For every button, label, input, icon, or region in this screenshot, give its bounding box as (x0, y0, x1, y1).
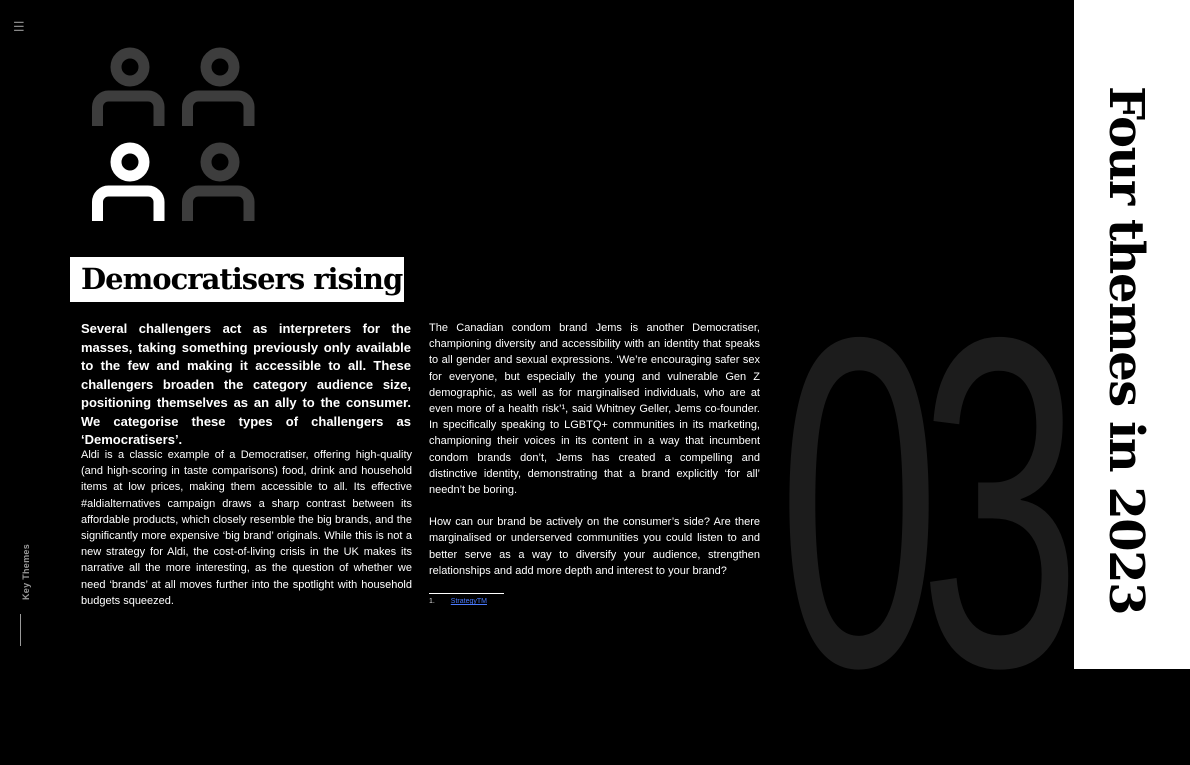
vertical-title: Four themes in 2023 (1098, 86, 1154, 614)
body-paragraph-question: How can our brand be actively on the consumer’s side? Are there marginalised or underserved communities you could listen to and better serve as a way to diversify your audience, strengthen relationships and add more depth and interest to your brand? (429, 516, 760, 577)
section-label: Key Themes (21, 543, 31, 600)
title-box (70, 257, 404, 302)
section-divider (20, 614, 21, 646)
body-paragraph-aldi: Aldi is a classic example of a Democratiser, offering high-quality (and high-scoring in taste comparisons) food, drink and household items at low prices, making them accessible to all. Its effective #aldialternatives campaign draws a sharp contrast between its affordable products, which closely resemble the big brands, and the significantly more expensive ‘big brand’ originals. While this is not a new strategy for Aldi, the cost-of-living crisis in the UK makes its narrative all the more interesting, as the question of whether we need ‘brands’ at all moves further into the spotlight with household budgets squeezed. (81, 449, 412, 607)
body-paragraph-jems: The Canadian condom brand Jems is another Democratiser, championing diversity and accessibility with an identity that speaks to all gender and sexual expressions. ‘We’re encouraging safer sex for everyone, but especially the young and vulnerable Gen Z demographic, as well as for marginalised individuals, who are at even more of a health risk’¹, said Whitney Geller, Jems co-founder. In specifically speaking to LGBTQ+ communities in its marketing, championing their voices in its content in a way that incumbent condom brands don’t, Jems has created a compelling and distinctive identity, demonstrating that a brand explicitly ‘for all’ needn’t be boring. (429, 322, 760, 497)
menu-icon[interactable]: ☰ (13, 19, 25, 34)
theme-number: 03 (778, 240, 1060, 765)
lead-paragraph: Several challengers act as interpreters for the masses, taking something previously only available to the few and making it accessible to all. These challengers broaden the category audience size, positioning themselves as an ally to the consumer. We categorise these types of challengers as ‘Democratisers’. (81, 321, 411, 447)
page-title: Democratisers rising (81, 262, 403, 296)
footnote-number: 1. (429, 598, 435, 605)
footnote-divider (429, 593, 504, 594)
person-icon (188, 148, 250, 221)
footnote (429, 598, 487, 605)
footnote-link[interactable]: StrategyTM (450, 598, 487, 605)
person-icon (188, 53, 250, 126)
people-icons (92, 40, 262, 225)
person-icon (98, 53, 160, 126)
person-icon-highlighted (98, 148, 160, 221)
column-two (429, 320, 760, 595)
